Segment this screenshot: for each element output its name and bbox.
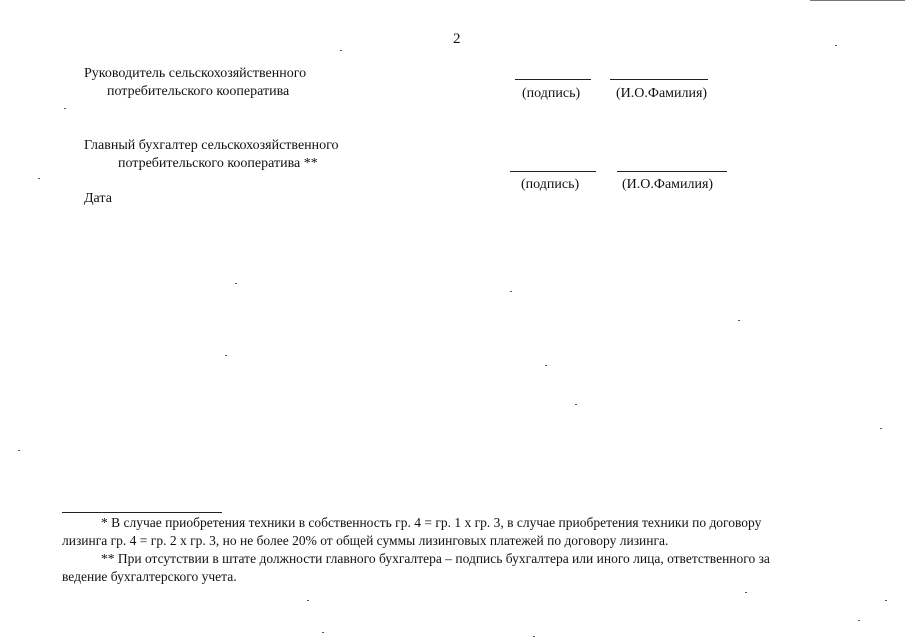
date-label: Дата [84,191,112,206]
accountant-signature-line [510,171,596,172]
scan-speck [738,320,740,321]
scan-speck [225,355,227,356]
director-signature-caption: (подпись) [522,86,581,101]
scan-speck [835,45,837,46]
footnote-2-line2: ведение бухгалтерского учета. [62,569,237,584]
accountant-name-line [617,171,727,172]
accountant-label-line2: потребительского кооператива ** [118,156,318,171]
footnote-2-line1: ** При отсутствии в штате должности главного бухгалтера – подпись бухгалтера или иного лица, ответственного за [101,551,770,566]
footnote-1-line2: лизинга гр. 4 = гр. 2 х гр. 3, но не более 20% от общей суммы лизинговых платежей по договору лизинга. [62,533,669,548]
footnote-separator [62,512,222,513]
accountant-label-line1: Главный бухгалтер сельскохозяйственного [84,138,339,153]
scan-speck [18,450,20,451]
director-name-caption: (И.О.Фамилия) [616,86,708,101]
scan-speck [533,636,535,637]
scan-edge-line [810,0,905,1]
scan-speck [307,600,309,601]
scan-speck [64,108,66,109]
scan-speck [745,592,747,593]
scan-speck [322,632,324,633]
scan-speck [545,365,547,366]
scan-speck [885,600,887,601]
scan-speck [235,283,237,284]
scan-speck [38,178,40,179]
footnote-1-line1: * В случае приобретения техники в собственность гр. 4 = гр. 1 х гр. 3, в случае приобретения техники по договору [101,515,762,530]
accountant-name-caption: (И.О.Фамилия) [622,177,714,192]
director-signature-line [515,79,591,80]
scan-speck [510,291,512,292]
director-name-line [610,79,708,80]
director-label-line2: потребительского кооператива [107,84,290,99]
scan-speck [575,404,577,405]
scan-speck [340,50,342,51]
scan-speck [880,428,882,429]
page-number: 2 [453,31,461,47]
accountant-signature-caption: (подпись) [521,177,580,192]
scan-speck [858,620,860,621]
director-label-line1: Руководитель сельскохозяйственного [84,66,307,81]
